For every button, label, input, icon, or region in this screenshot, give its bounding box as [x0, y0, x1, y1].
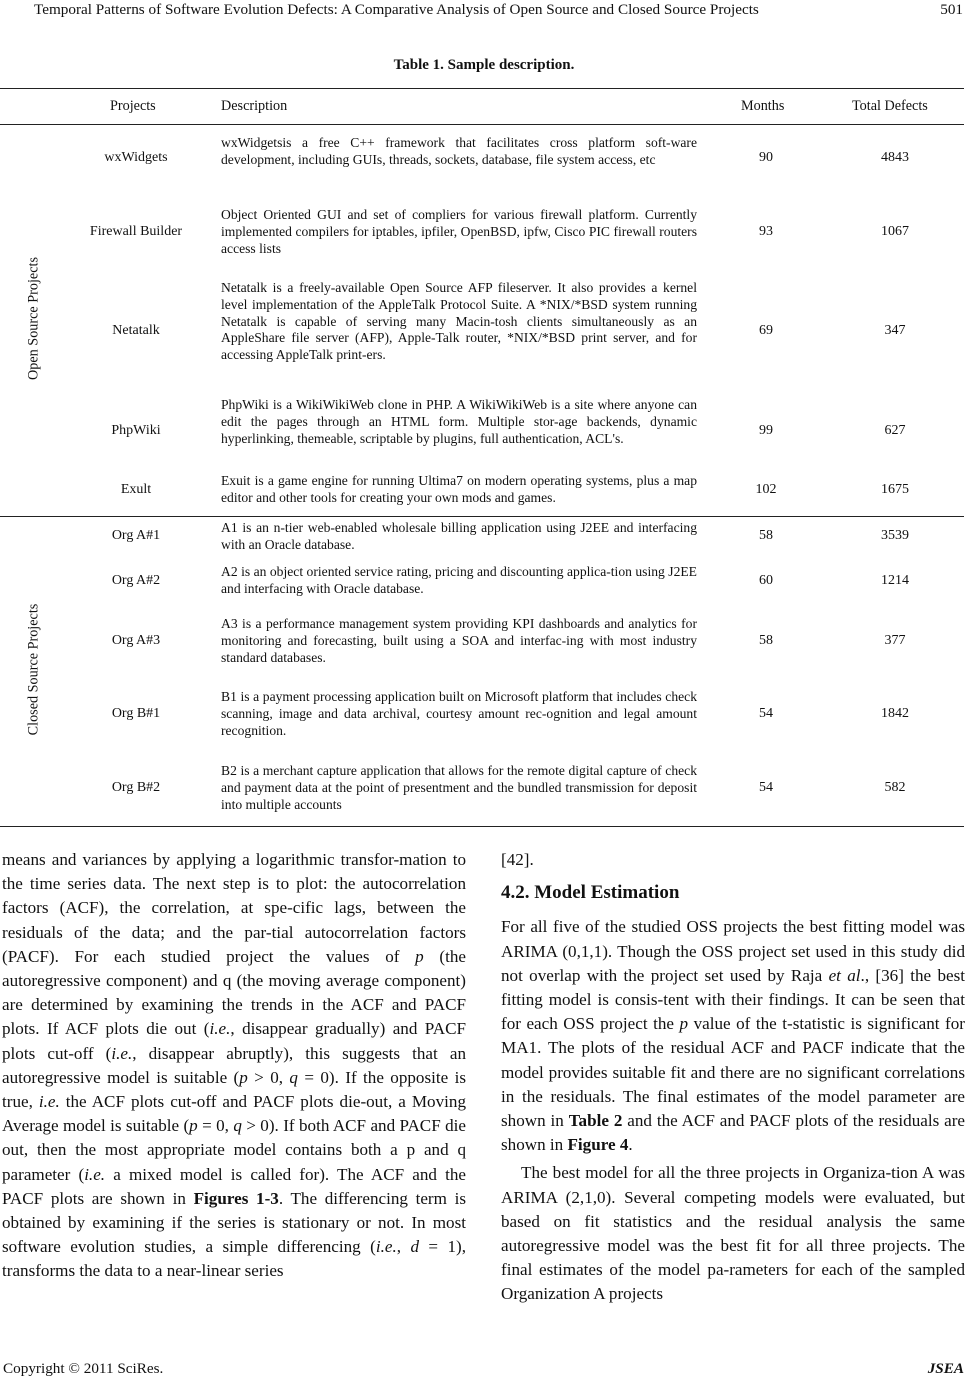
- citation-continuation: [42].: [501, 850, 534, 869]
- table-row-months: 58: [759, 633, 773, 648]
- table-row-defects: 627: [884, 423, 906, 438]
- table-row-months: 54: [759, 706, 773, 721]
- table-row-defects: 347: [884, 323, 906, 338]
- copyright-notice: Copyright © 2011 SciRes.: [3, 1360, 164, 1377]
- table-row-defects: 377: [884, 633, 906, 648]
- table-row-description: B2 is a merchant capture application that allows for the remote digital capture of check and payment data at the point of presentment and the bundled transmission for deposit into multiple accounts: [221, 763, 697, 812]
- table-row-description: Object Oriented GUI and set of compliers for various firewall platform. Currently implemented compilers for iptables, ipfiler, OpenBSD, ipfw, Cisco PIC firewall routers access lists: [221, 207, 697, 256]
- group-label-closed-source: Closed Source Projects: [25, 603, 42, 736]
- table-row-months: 99: [759, 423, 773, 438]
- body-paragraph: The best model for all the three projects in Organiza-tion A was ARIMA (2,1,0). Several competing models were evaluated, but based on fit statistics and the residual analysis the same autoregressive model was the best fit for all three projects. The final estimates of the model pa-rameters for each of the sampled Organization A projects: [501, 1163, 965, 1304]
- table-bottom-rule: [0, 826, 964, 827]
- table-row-months: 93: [759, 224, 773, 239]
- body-paragraph: For all five of the studied OSS projects the best fitting model was ARIMA (0,1,1). Though the OSS project set used in this study did not overlap with the project set used by Raja et al., [36] the best fitting model is consis-tent with their findings. It can be seen that for each OSS project the p value of the t-statistic is significant for MA1. The plots of the residual ACF and PACF indicate that the model provides suitable fit and there are no significant correlations in the residuals. The final estimates of the model parameter are shown in Table 2 and the ACF and PACF plots of the residuals are shown in Figure 4.: [501, 917, 965, 1155]
- table-row-defects: 3539: [881, 528, 909, 543]
- table-row-defects: 1067: [881, 224, 909, 239]
- table-row-project: Org A#1: [111, 528, 161, 543]
- table-row-months: 54: [759, 780, 773, 795]
- table-row-project: Netatalk: [112, 323, 160, 338]
- table-row-description: A1 is an n-tier web-enabled wholesale billing application using J2EE and interfacing with an Oracle database.: [221, 520, 697, 552]
- table-row-project: Exult: [120, 482, 152, 497]
- table-row-project: PhpWiki: [111, 423, 161, 438]
- table-row-months: 58: [759, 528, 773, 543]
- table-row-months: 102: [755, 482, 777, 497]
- journal-abbrev: JSEA: [927, 1360, 964, 1377]
- col-header-total-defects: Total Defects: [852, 98, 928, 114]
- table-row-defects: 1675: [881, 482, 909, 497]
- table-row-description: A2 is an object oriented service rating, pricing and discounting applica-tion using J2EE and interfacing with Oracle database.: [221, 564, 697, 596]
- table-row-description: PhpWiki is a WikiWikiWeb clone in PHP. A WikiWikiWeb is a site where anyone can edit the pages through an HTML form. Multiple stor-age backends, dynamic hyperlinking, themeable, scriptable by plugins, full authentication, ACL's.: [221, 397, 697, 446]
- running-title: Temporal Patterns of Software Evolution Defects: A Comparative Analysis of Open Source and Closed Source Projects: [34, 1, 759, 18]
- page-number: 501: [940, 1, 963, 18]
- table-row-months: 60: [759, 573, 773, 588]
- table-row-project: Org A#3: [111, 633, 161, 648]
- table-row-defects: 1214: [881, 573, 909, 588]
- table-top-rule: [0, 88, 964, 89]
- table-row-project: Org B#2: [111, 780, 161, 795]
- col-header-months: Months: [741, 98, 785, 114]
- body-right-column: [501, 848, 965, 1307]
- table-caption: Table 1. Sample description.: [393, 57, 575, 73]
- table-row-project: Org B#1: [111, 706, 161, 721]
- table-row-defects: 1842: [881, 706, 909, 721]
- col-header-description: Description: [221, 98, 288, 114]
- table-row-project: Org A#2: [111, 573, 161, 588]
- section-heading: 4.2. Model Estimation: [501, 882, 680, 904]
- table-row-defects: 582: [884, 780, 906, 795]
- table-row-project: wxWidgets: [104, 150, 168, 165]
- table-row-description: A3 is a performance management system providing KPI dashboards and analytics for monitoring and forecasting, built using a SOA and interfac-ing with most industry standard databases.: [221, 616, 697, 665]
- table-row-description: wxWidgetsis a free C++ framework that facilitates cross platform soft-ware development, including GUIs, threads, sockets, database, file system access, etc: [221, 135, 697, 167]
- group-label-open-source: Open Source Projects: [25, 257, 42, 380]
- group-divider-rule: [0, 516, 964, 517]
- table-row-defects: 4843: [881, 150, 909, 165]
- table-row-months: 69: [759, 323, 773, 338]
- table-row-months: 90: [759, 150, 773, 165]
- table-row-description: B1 is a payment processing application built on Microsoft platform that includes check scanning, image and data archival, courtesy amount rec-ognition and legal amount recognition.: [221, 689, 697, 738]
- body-left-column: [2, 848, 466, 1284]
- col-header-projects: Projects: [110, 98, 156, 114]
- header-rule: [0, 124, 964, 125]
- body-paragraph: means and variances by applying a logarithmic transfor-mation to the time series data. The next step is to plot: the autocorrelation factors (ACF), the correlation, at spe-cific lags, between the residuals of the data; and the par-tial autocorrelation factors (PACF). For each studied project the values of p (the autoregressive component) and q (the moving average component) are determined by examining the trends in the ACF and PACF plots. If ACF plots die out (i.e., disappear gradually) and PACF plots cut-off (i.e., disappear abruptly), this suggests that an autoregressive model is suitable (p > 0, q = 0). If the opposite is true, i.e. the ACF plots cut-off and PACF plots die-out, a Moving Average model is suitable (p = 0, q > 0). If both ACF and PACF die out, then the most appropriate model contains both a p and q parameter (i.e. a mixed model is called for). The ACF and the PACF plots are shown in Figures 1-3. The differencing term is obtained by examining if the series is stationary or not. In most software evolution studies, a simple differencing (i.e., d = 1), transforms the data to a near-linear series: [2, 850, 466, 1281]
- table-row-project: Firewall Builder: [89, 224, 183, 239]
- table-row-description: Exuit is a game engine for running Ultima7 on modern operating systems, plus a map editor and other tools for creating your own mods and games.: [221, 473, 697, 505]
- table-row-description: Netatalk is a freely-available Open Source AFP fileserver. It also provides a kernel level implementation of the AppleTalk Protocol Suite. A *NIX/*BSD system running Netatalk is capable of serving many Macin-tosh clients simultaneously as an AppleShare file server (AFP), Apple-Talk router, *NIX/*BSD print server, and for accessing AppleTalk print-ers.: [221, 280, 697, 363]
